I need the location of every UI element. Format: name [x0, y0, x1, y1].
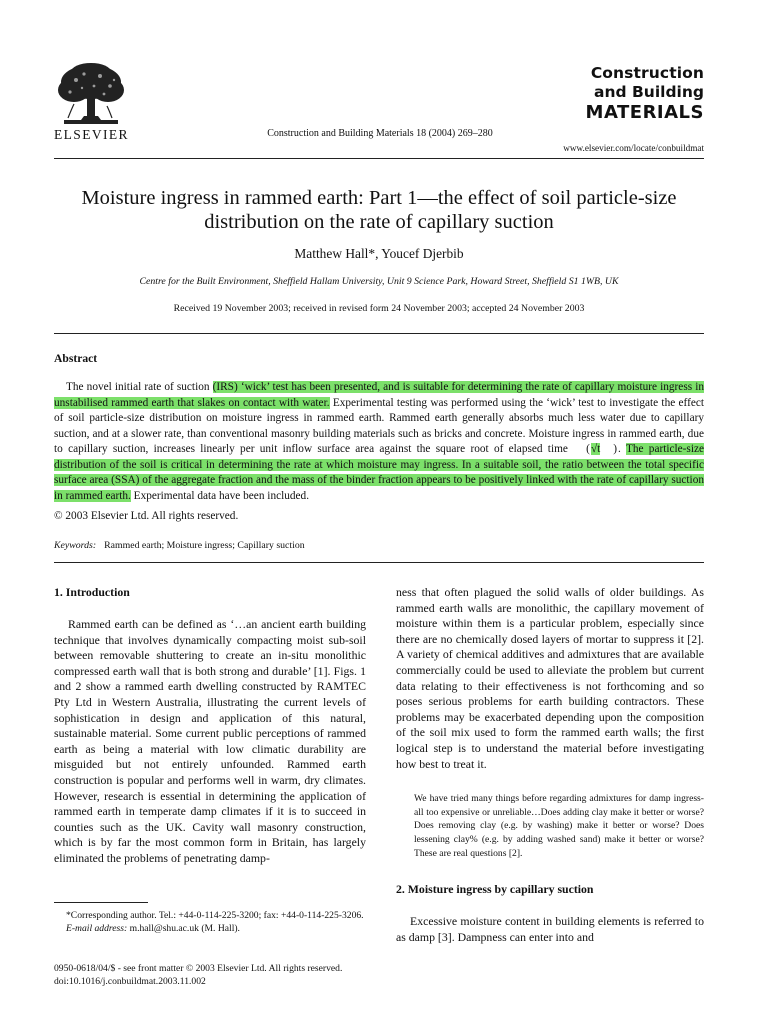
left-column — [54, 585, 366, 867]
abstract-copyright: © 2003 Elsevier Ltd. All rights reserved. — [54, 510, 239, 522]
abstract-body — [54, 380, 704, 504]
highlighted-text[interactable]: (IRS) ‘wick’ test has been presented, and is suitable for determining the rate of capillary moisture ingress in unstabilised rammed earth that slakes on contact with water. — [54, 381, 704, 409]
abstract-text-segment: Experimental testing was performed using the ‘wick’ test to investigate the effect of soil particle-size distribution on moisture ingress in rammed earth. Rammed earth generally absorbs much less water due to capillary suction, and at a slower rate, than conventional masonry building materials such as bricks and concrete. Moisture ingress in rammed earth, due to capillary suction, increases linearly per unit inflow surface area against the square root of elapsed time — [54, 396, 704, 455]
right-column — [396, 585, 704, 945]
brand-line-3: MATERIALS — [585, 102, 704, 123]
article-identifiers — [54, 963, 342, 988]
brand-line-2: and Building — [594, 82, 704, 101]
footnote-divider — [54, 902, 148, 903]
abstract-heading: Abstract — [54, 352, 98, 365]
formula-open-paren: ( — [586, 443, 590, 455]
journal-url[interactable]: www.elsevier.com/locate/conbuildmat — [563, 143, 704, 153]
abstract-divider — [54, 562, 704, 563]
email-note — [66, 923, 366, 936]
abstract-text-segment: The novel initial rate of suction — [66, 381, 213, 393]
section-heading: 1. Introduction — [54, 585, 130, 599]
email-address[interactable]: m.hall@shu.ac.uk (M. Hall). — [129, 922, 240, 934]
journal-citation: Construction and Building Materials 18 (2004) 269–280 — [267, 128, 493, 139]
brand-line-1: Construction — [590, 64, 704, 82]
highlighted-text[interactable]: The particle-size distribution of the soil is critical in determining the rate at which moisture may ingress. In a suitable soil, the ratio between the total specific surface area (SSA) of the aggregate fraction and the mass of the binder fraction appears to be positively linked with the rate of capillary suction in rammed earth. — [54, 443, 704, 502]
author-affiliation: Centre for the Built Environment, Sheffield Hallam University, Unit 9 Science Park, Howard Street, Sheffield S1 1WB, UK — [139, 276, 619, 287]
issn-line: 0950-0618/04/$ - see front matter © 2003 Elsevier Ltd. All rights reserved. — [54, 963, 343, 974]
doi-line[interactable]: doi:10.1016/j.conbuildmat.2003.11.002 — [54, 975, 206, 987]
publisher-name: ELSEVIER — [54, 127, 129, 142]
article-authors: Matthew Hall*, Youcef Djerbib — [294, 246, 464, 261]
keywords — [54, 540, 305, 551]
corresponding-author-note: *Corresponding author. Tel.: +44-0-114-225-3200; fax: +44-0-114-225-3206. — [66, 910, 364, 921]
abstract-text-segment: Experimental data have been included. — [130, 489, 310, 502]
section-heading: 2. Moisture ingress by capillary suction — [396, 882, 594, 897]
title-divider — [54, 333, 704, 334]
elsevier-tree-logo-icon — [54, 62, 128, 128]
article-title: Moisture ingress in rammed earth: Part 1—the effect of soil particle-size distribution on the rate of capillary suction — [81, 187, 677, 233]
abstract-text-segment: . — [618, 443, 626, 455]
journal-brand — [560, 66, 704, 122]
footnotes — [54, 910, 366, 935]
header-divider — [54, 158, 704, 159]
block-quote: We have tried many things before regarding admixtures for damp ingress-all too expensive or unreliable…Does adding clay make it better or worse? Does removing clay (e.g. by washing) make it better or worse? Does lessening clay% (e.g. by adding washed sand) make it better or worse? These are real questions [2]. — [414, 793, 704, 859]
formula-close-paren: ) — [613, 443, 618, 455]
body-paragraph: ness that often plagued the solid walls of older buildings. As rammed earth walls are monolithic, the capillary movement of moisture within them is a particular problem, especially since there are no chemically dosed layers of mortar to suppress it [2]. A variety of chemical additives and admixtures that are available commercially could be used to alleviate the problem but current data relating to their effectiveness is not forthcoming and so poses serious problems for earth building contractors. These problems may be exacerbated depending upon the composition of the soil mix used to form the rammed earth walls; the first logical step is to understand the material before investigating how best to treat it. — [396, 585, 704, 771]
email-label: E-mail address: — [66, 922, 128, 934]
highlighted-formula[interactable]: √t — [590, 443, 601, 455]
received-dates: Received 19 November 2003; received in revised form 24 November 2003; accepted 24 November 2003 — [173, 303, 585, 314]
keywords-list: Rammed earth; Moisture ingress; Capillary suction — [104, 540, 305, 551]
keywords-label: Keywords: — [54, 540, 97, 551]
body-paragraph: Excessive moisture content in building elements is referred to as damp [3]. Dampness can enter into and — [396, 914, 704, 944]
body-paragraph: Rammed earth can be defined as ‘…an ancient earth building technique that involves dynamically compacting moist sub-soil between removable shuttering to create an in-situ monolithic compressed earth wall that is both strong and durable’ [1]. Figs. 1 and 2 show a rammed earth dwelling constructed by RAMTEC Pty Ltd in Western Australia, illustrating the current levels of sophistication in design and application of this natural, sustainable material. Some current public perceptions of rammed earth as being a material with low climatic durability are misguided but not entirely unfounded. Rammed earth construction is popular and performs well in warm, dry climates. However, research is essential in determining the application of rammed earth in temperate damp climates if it is to succeed in counties such as the UK. Cavity wall masonry construction, which is by far the most common form in Britain, has largely eliminated the problems of penetrating damp- — [54, 617, 366, 865]
